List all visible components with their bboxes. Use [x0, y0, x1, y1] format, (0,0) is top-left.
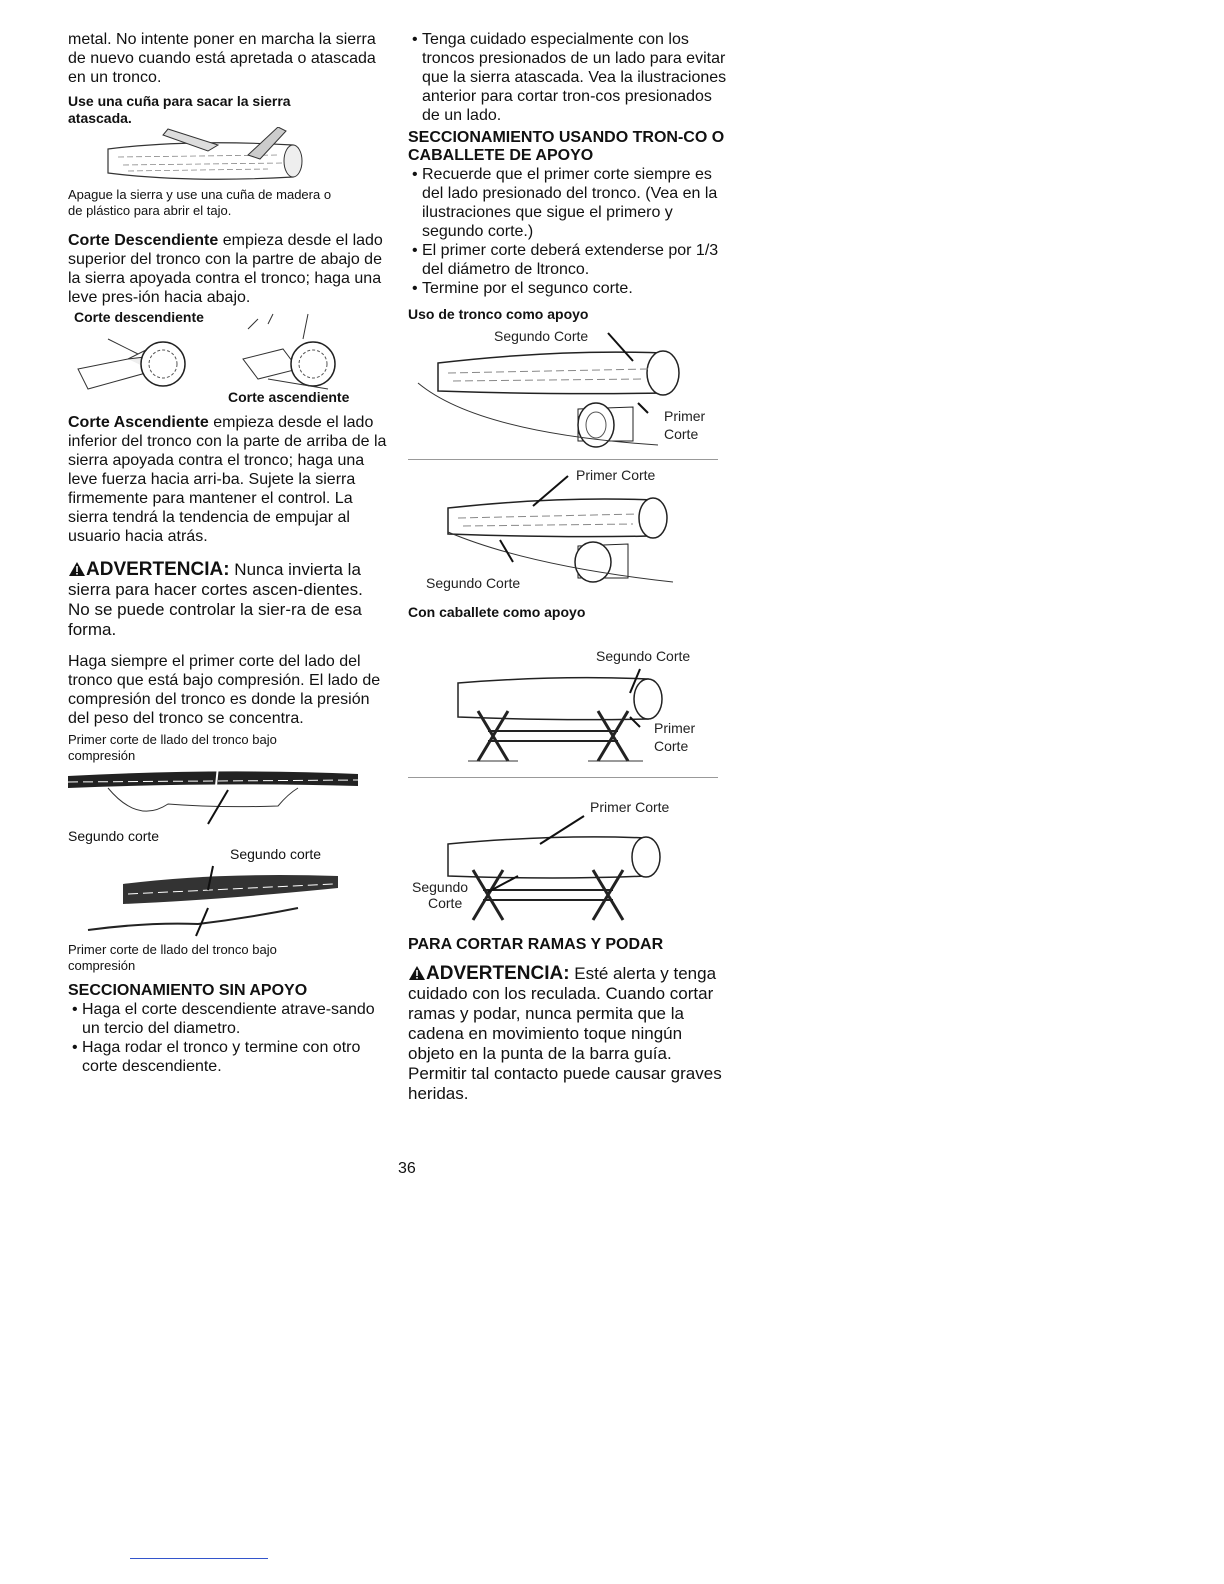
compression-figure-2-top-label: Segundo corte — [230, 846, 322, 862]
wedge-caption: Apague la sierra y use una cuña de madera o de plástico para abrir el tajo. — [68, 187, 332, 218]
up-cut-label: Corte ascendiente — [228, 389, 350, 405]
d3-segundo-label: Segundo Corte — [596, 648, 691, 664]
section-support-heading: SECCIONAMIENTO USANDO TRON-CO O CABALLETE DE APOYO — [408, 129, 725, 164]
compression-paragraph: Haga siempre el primer corte del lado del tronco que está bajo compresión. El lado de compresión del tronco es donde la presión del peso del tronco se concentra. — [68, 653, 381, 727]
warning-triangle-icon — [68, 561, 86, 577]
d3-corte-label: Corte — [654, 738, 689, 754]
intro-list — [408, 30, 728, 125]
footer-rule — [130, 1558, 268, 1559]
warning-label-1: ADVERTENCIA: — [68, 559, 230, 580]
d2-primer-label: Primer Corte — [576, 467, 656, 483]
left-column — [68, 30, 388, 1076]
compression-figure-1-top-label: Primer corte de llado del tronco bajo compresión — [68, 732, 277, 763]
d1-corte-label: Corte — [664, 426, 699, 442]
list-item: • Haga el corte descendiente atrave-sando un tercio del diametro. — [68, 1000, 388, 1038]
list-item: • El primer corte deberá extenderse por 1/3 del diámetro de ltronco. — [408, 241, 728, 279]
sawhorse-support-label: Con caballete como apoyo — [408, 604, 586, 620]
down-cut-term: Corte Descendiente — [68, 232, 219, 249]
divider — [408, 777, 718, 778]
up-cut-term: Corte Ascendiente — [68, 414, 209, 431]
warning-label-2: ADVERTENCIA: — [408, 963, 570, 984]
list-item: • Tenga cuidado especialmente con los troncos presionados de un lado para evitar que la sierra atascada. Vea la ilustraciones anterior para cortar tron-cos presionados de un lado. — [408, 30, 728, 125]
compression-figure-2 — [68, 846, 388, 974]
list-item: • Recuerde que el primer corte siempre es del lado presionado del tronco. (Vea en la ilustraciones que sigue el primero y segundo corte.) — [408, 165, 728, 241]
log-support-illustration-2 — [408, 466, 728, 596]
support-list — [408, 165, 728, 298]
d1-segundo-label: Segundo Corte — [494, 328, 589, 344]
warning-paragraph-1: ADVERTENCIA: Nunca invierta la sierra para hacer cortes ascen-dientes. No se puede controlar la sier-ra de esa forma. — [68, 559, 363, 639]
compression-figure-1-bottom-label: Segundo corte — [68, 828, 160, 844]
section-branches-heading: PARA CORTAR RAMAS Y PODAR — [408, 936, 664, 953]
divider — [408, 459, 718, 460]
d4-segundo-label: Segundo — [412, 879, 469, 895]
section-no-support-heading: SECCIONAMIENTO SIN APOYO — [68, 982, 308, 999]
d4-primer-label: Primer Corte — [590, 799, 670, 815]
cut-direction-figure — [68, 309, 388, 409]
compression-illustration-1 — [68, 764, 368, 828]
d3-primer-label: Primer — [654, 720, 696, 736]
wedge-label: Use una cuña para sacar la sierra atascada. — [68, 93, 291, 126]
log-support-label: Uso de tronco como apoyo — [408, 306, 589, 322]
intro-paragraph: metal. No intente poner en marcha la sierra de nuevo cuando está apretada o atascada en un tronco. — [68, 31, 376, 86]
down-cut-label: Corte descendiente — [74, 309, 204, 325]
wedge-figure — [68, 93, 388, 219]
right-column — [408, 30, 728, 1104]
wedge-illustration — [68, 127, 368, 187]
warning-paragraph-2: ADVERTENCIA: Esté alerta y tenga cuidado con los reculada. Cuando cortar ramas y podar, nunca permita que la cadena en movimiento toque ningún objeto en la punta de la barra guía. Permitir tal contacto puede causar graves heridas. — [408, 963, 722, 1103]
list-item: • Haga rodar el tronco y termine con otro corte descendiente. — [68, 1038, 388, 1076]
page-number: 36 — [398, 1160, 416, 1177]
log-support-illustration-1 — [408, 323, 728, 453]
down-cut-paragraph: Corte Descendiente empieza desde el lado superior del tronco con la partre de abajo de la sierra apoyada contra el tronco; haga una leve pres-ión hacia abajo. — [68, 232, 383, 306]
sawhorse-illustration-2 — [408, 784, 728, 934]
d1-primer-label: Primer — [664, 408, 706, 424]
compression-illustration-2 — [68, 862, 368, 942]
no-support-list — [68, 1000, 388, 1076]
list-item: • Termine por el segunco corte. — [408, 279, 728, 298]
compression-figure-2-bottom-label: Primer corte de llado del tronco bajo compresión — [68, 942, 277, 973]
warning-triangle-icon — [408, 965, 426, 981]
up-cut-paragraph: Corte Ascendiente empieza desde el lado inferior del tronco con la parte de arriba de la sierra apoyada contra el tronco; haga una leve fuerza hacia arri-ba. Sujete la sierra firmemente para mantener el control. La sierra tendrá la tendencia de empujar al usuario hacia atrás. — [68, 414, 387, 545]
d2-segundo-label: Segundo Corte — [426, 575, 521, 591]
compression-figure-1 — [68, 732, 388, 844]
d4-corte-label: Corte — [428, 895, 463, 911]
sawhorse-illustration-1 — [408, 621, 728, 771]
